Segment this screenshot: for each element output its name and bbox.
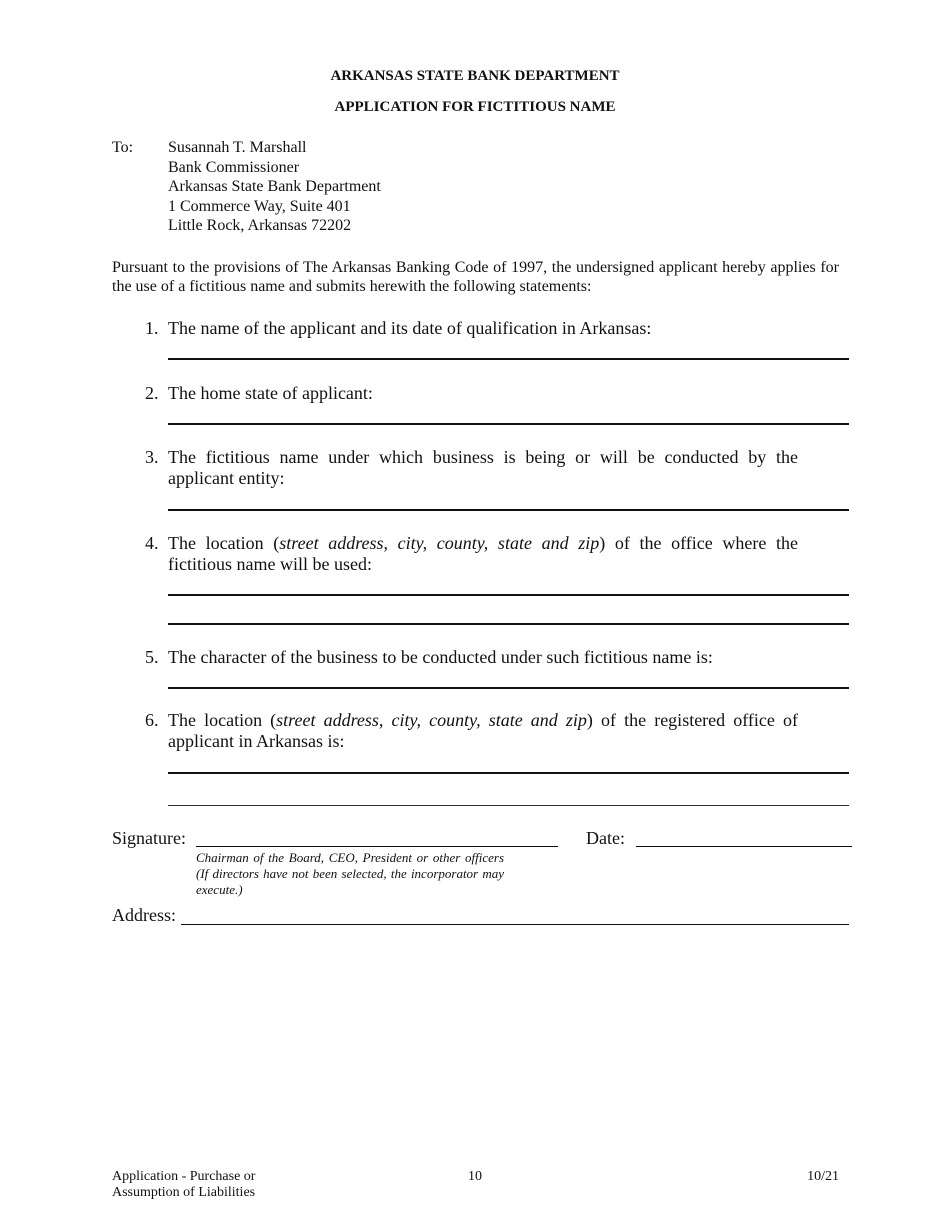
page-number: 10 — [468, 1169, 482, 1184]
item-4-number: 4. — [145, 533, 159, 553]
department-heading: ARKANSAS STATE BANK DEPARTMENT — [330, 68, 620, 84]
item-6-text-post: ) of the registered office of applicant in Arkansas is: — [168, 710, 799, 751]
addressee-city: Little Rock, Arkansas 72202 — [168, 217, 352, 234]
item-5-text: The character of the business to be conducted under such fictitious name is: — [168, 647, 713, 667]
form-title: APPLICATION FOR FICTITIOUS NAME — [334, 99, 616, 115]
item-4-answer-line-2[interactable] — [168, 623, 849, 625]
addressee-title: Bank Commissioner — [168, 158, 300, 176]
item-6-text-pre: The location ( — [168, 710, 277, 730]
item-3-number: 3. — [145, 447, 159, 467]
item-6-text-italic: street address, city, county, state and zip — [276, 710, 587, 730]
item-1-text: The name of the applicant and its date of qualification in Arkansas: — [168, 318, 652, 338]
item-6-answer-line-2[interactable] — [168, 805, 849, 806]
item-1-answer-line[interactable] — [168, 358, 849, 360]
item-2-answer-line[interactable] — [168, 423, 849, 425]
addressee-block — [168, 138, 381, 236]
item-2-number: 2. — [145, 383, 159, 403]
item-4-text-italic: street address, city, county, state and zip — [279, 533, 600, 553]
item-4-text-pre: The location ( — [168, 533, 280, 553]
intro-paragraph: Pursuant to the provisions of The Arkansas Banking Code of 1997, the undersigned applicant hereby applies for the use of a fictitious name and submits herewith the following statements: — [112, 259, 839, 295]
signature-caption: Chairman of the Board, CEO, President or other officers (If directors have not been selected, the incorporator may execute.) — [196, 850, 504, 897]
revision-date: 10/21 — [807, 1169, 839, 1184]
item-5-number: 5. — [145, 647, 159, 667]
item-5-answer-line[interactable] — [168, 687, 849, 689]
address-line[interactable] — [181, 924, 849, 925]
footer-line-2: Assumption of Liabilities — [112, 1185, 256, 1200]
item-4-text — [168, 533, 798, 575]
signature-label: Signature: — [112, 828, 186, 848]
item-3-text: The fictitious name under which business is being or will be conducted by the applicant entity: — [168, 447, 798, 488]
addressee-name: Susannah T. Marshall — [168, 139, 307, 156]
signature-line[interactable] — [196, 846, 558, 847]
item-4-text-post: ) of the office where the fictitious name will be used: — [168, 533, 798, 574]
item-1-number: 1. — [145, 318, 159, 338]
addressee-street: 1 Commerce Way, Suite 401 — [168, 197, 351, 215]
date-line[interactable] — [636, 846, 852, 847]
address-label: Address: — [112, 905, 176, 925]
item-4-answer-line-1[interactable] — [168, 594, 849, 596]
to-label: To: — [112, 139, 134, 156]
item-2-text: The home state of applicant: — [168, 383, 373, 403]
item-3-answer-line[interactable] — [168, 509, 849, 511]
item-6-answer-line-1[interactable] — [168, 772, 849, 774]
footer-line-1: Application - Purchase or — [112, 1169, 256, 1184]
item-6-text — [168, 710, 798, 752]
date-label: Date: — [586, 828, 625, 848]
item-6-number: 6. — [145, 710, 159, 730]
addressee-department: Arkansas State Bank Department — [168, 178, 381, 195]
